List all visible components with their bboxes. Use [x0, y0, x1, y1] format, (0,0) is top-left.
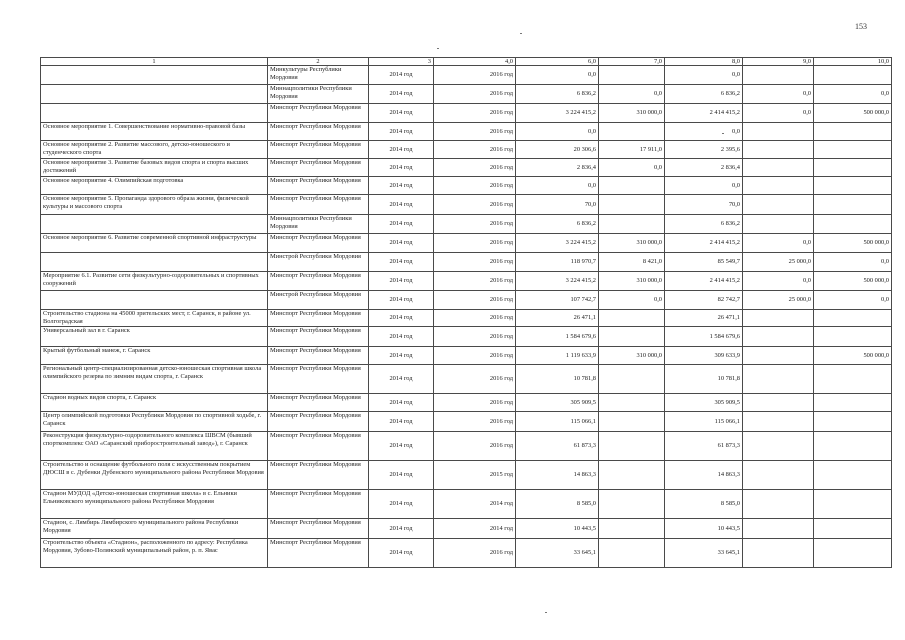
row-name-cell: Строительство и оснащение футбольного поля с искусственным покрытием ДЮСШ в с. Дубенки Дубенского муниципального района Республики Мордовия [41, 461, 268, 490]
table-row [41, 365, 892, 394]
row-local-budget-cell [743, 461, 814, 490]
table-row [41, 272, 892, 291]
row-executor-cell: Минспорт Республики Мордовия [268, 123, 369, 141]
row-extrabudget-cell [814, 123, 892, 141]
row-federal-budget-cell: 17 911,0 [599, 141, 665, 159]
row-local-budget-cell [743, 123, 814, 141]
row-total-cell: 26 471,1 [516, 310, 599, 327]
row-federal-budget-cell: 310 000,0 [599, 347, 665, 365]
row-local-budget-cell [743, 327, 814, 347]
row-local-budget-cell: 25 000,0 [743, 291, 814, 310]
row-local-budget-cell [743, 66, 814, 85]
row-end-year-cell: 2016 год [434, 539, 516, 568]
row-executor-cell: Минспорт Республики Мордовия [268, 365, 369, 394]
column-number-row [41, 58, 892, 66]
table-row [41, 195, 892, 215]
row-total-cell: 107 742,7 [516, 291, 599, 310]
row-extrabudget-cell: 0,0 [814, 291, 892, 310]
row-end-year-cell: 2016 год [434, 215, 516, 234]
row-total-cell: 0,0 [516, 66, 599, 85]
row-republic-budget-cell: 82 742,7 [665, 291, 743, 310]
row-extrabudget-cell [814, 215, 892, 234]
row-local-budget-cell [743, 177, 814, 195]
row-name-cell [41, 291, 268, 310]
row-end-year-cell: 2016 год [434, 365, 516, 394]
row-name-cell [41, 85, 268, 104]
table-row [41, 412, 892, 432]
row-end-year-cell: 2016 год [434, 327, 516, 347]
row-republic-budget-cell: 33 645,1 [665, 539, 743, 568]
row-local-budget-cell [743, 412, 814, 432]
scan-speck [437, 48, 439, 49]
row-executor-cell: Минспорт Республики Мордовия [268, 195, 369, 215]
row-federal-budget-cell [599, 539, 665, 568]
row-start-year-cell: 2014 год [369, 291, 434, 310]
row-extrabudget-cell [814, 195, 892, 215]
row-local-budget-cell [743, 519, 814, 539]
row-name-cell: Стадион водных видов спорта, г. Саранск [41, 394, 268, 412]
row-total-cell: 70,0 [516, 195, 599, 215]
row-republic-budget-cell: 14 863,3 [665, 461, 743, 490]
row-total-cell: 0,0 [516, 123, 599, 141]
table-row [41, 519, 892, 539]
row-republic-budget-cell: 2 414 415,2 [665, 234, 743, 253]
row-total-cell: 1 119 633,9 [516, 347, 599, 365]
row-start-year-cell: 2014 год [369, 327, 434, 347]
row-total-cell: 2 836,4 [516, 159, 599, 177]
row-start-year-cell: 2014 год [369, 461, 434, 490]
row-start-year-cell: 2014 год [369, 104, 434, 123]
table-row [41, 159, 892, 177]
row-start-year-cell: 2014 год [369, 539, 434, 568]
row-local-budget-cell [743, 141, 814, 159]
row-federal-budget-cell [599, 66, 665, 85]
row-end-year-cell: 2016 год [434, 159, 516, 177]
row-end-year-cell: 2016 год [434, 123, 516, 141]
row-executor-cell: Минспорт Республики Мордовия [268, 394, 369, 412]
row-total-cell: 0,0 [516, 177, 599, 195]
column-number-1: 1 [41, 58, 268, 66]
row-executor-cell: Минспорт Республики Мордовия [268, 412, 369, 432]
table-row [41, 177, 892, 195]
row-total-cell: 305 909,5 [516, 394, 599, 412]
row-local-budget-cell: 0,0 [743, 234, 814, 253]
row-extrabudget-cell: 500 000,0 [814, 272, 892, 291]
row-federal-budget-cell [599, 432, 665, 461]
row-start-year-cell: 2014 год [369, 141, 434, 159]
row-federal-budget-cell [599, 490, 665, 519]
scan-speck [545, 612, 547, 613]
column-number-6: 6,0 [516, 58, 599, 66]
row-extrabudget-cell [814, 394, 892, 412]
row-extrabudget-cell: 500 000,0 [814, 234, 892, 253]
row-executor-cell: Минспорт Республики Мордовия [268, 104, 369, 123]
row-total-cell: 20 306,6 [516, 141, 599, 159]
row-name-cell [41, 104, 268, 123]
row-republic-budget-cell: 61 873,3 [665, 432, 743, 461]
scan-speck [520, 33, 522, 34]
row-republic-budget-cell: 0,0 [665, 123, 743, 141]
row-federal-budget-cell [599, 327, 665, 347]
row-federal-budget-cell [599, 310, 665, 327]
row-federal-budget-cell: 8 421,0 [599, 253, 665, 272]
row-republic-budget-cell: 305 909,5 [665, 394, 743, 412]
row-extrabudget-cell: 0,0 [814, 253, 892, 272]
row-start-year-cell: 2014 год [369, 253, 434, 272]
row-republic-budget-cell: 85 549,7 [665, 253, 743, 272]
row-executor-cell: Минспорт Республики Мордовия [268, 539, 369, 568]
row-end-year-cell: 2016 год [434, 310, 516, 327]
row-name-cell: Мероприятие 6.1. Развитие сети физкультурно-оздоровительных и спортивных сооружений [41, 272, 268, 291]
row-name-cell: Реконструкция физкультурно-оздоровительного комплекса ШВСМ (бывший спорткомплекс ОАО «Саранский приборостроительный завод»), г. Саранск [41, 432, 268, 461]
row-extrabudget-cell [814, 177, 892, 195]
row-name-cell: Строительство объекта «Стадион», расположенного по адресу: Республика Мордовия, Зубово-Полянский муниципальный район, р. п. Явас [41, 539, 268, 568]
row-extrabudget-cell [814, 159, 892, 177]
row-executor-cell: Миннацполитики Республики Мордовия [268, 215, 369, 234]
row-end-year-cell: 2016 год [434, 347, 516, 365]
row-total-cell: 10 781,8 [516, 365, 599, 394]
row-federal-budget-cell [599, 412, 665, 432]
table-row [41, 490, 892, 519]
table-row [41, 253, 892, 272]
row-republic-budget-cell: 2 414 415,2 [665, 104, 743, 123]
row-end-year-cell: 2016 год [434, 394, 516, 412]
row-total-cell: 6 836,2 [516, 85, 599, 104]
table-body [41, 58, 892, 568]
table-row [41, 291, 892, 310]
row-extrabudget-cell [814, 327, 892, 347]
row-start-year-cell: 2014 год [369, 195, 434, 215]
row-total-cell: 1 584 679,6 [516, 327, 599, 347]
row-extrabudget-cell: 500 000,0 [814, 347, 892, 365]
row-total-cell: 118 970,7 [516, 253, 599, 272]
row-federal-budget-cell [599, 461, 665, 490]
row-end-year-cell: 2014 год [434, 490, 516, 519]
row-end-year-cell: 2016 год [434, 272, 516, 291]
row-name-cell: Универсальный зал в г. Саранск [41, 327, 268, 347]
row-executor-cell: Минспорт Республики Мордовия [268, 272, 369, 291]
row-start-year-cell: 2014 год [369, 519, 434, 539]
row-republic-budget-cell: 70,0 [665, 195, 743, 215]
row-extrabudget-cell [814, 365, 892, 394]
row-end-year-cell: 2016 год [434, 253, 516, 272]
row-extrabudget-cell [814, 461, 892, 490]
row-executor-cell: Минспорт Республики Мордовия [268, 432, 369, 461]
row-end-year-cell: 2016 год [434, 412, 516, 432]
row-name-cell [41, 253, 268, 272]
budget-table [40, 57, 892, 568]
row-extrabudget-cell [814, 432, 892, 461]
row-name-cell: Центр олимпийской подготовки Республики Мордовия по спортивной ходьбе, г. Саранск [41, 412, 268, 432]
row-extrabudget-cell [814, 412, 892, 432]
row-end-year-cell: 2016 год [434, 85, 516, 104]
row-federal-budget-cell [599, 519, 665, 539]
table-row [41, 310, 892, 327]
table-row [41, 66, 892, 85]
row-executor-cell: Минстрой Республики Мордовия [268, 253, 369, 272]
row-end-year-cell: 2016 год [434, 291, 516, 310]
row-end-year-cell: 2016 год [434, 141, 516, 159]
row-local-budget-cell: 0,0 [743, 272, 814, 291]
row-total-cell: 3 224 415,2 [516, 104, 599, 123]
row-republic-budget-cell: 2 836,4 [665, 159, 743, 177]
row-republic-budget-cell: 6 836,2 [665, 215, 743, 234]
column-number-4: 4,0 [434, 58, 516, 66]
row-end-year-cell: 2016 год [434, 432, 516, 461]
row-name-cell: Основное мероприятие 1. Совершенствование нормативно-правовой базы [41, 123, 268, 141]
row-end-year-cell: 2016 год [434, 234, 516, 253]
row-federal-budget-cell [599, 123, 665, 141]
row-extrabudget-cell: 0,0 [814, 85, 892, 104]
row-republic-budget-cell: 0,0 [665, 66, 743, 85]
row-start-year-cell: 2014 год [369, 310, 434, 327]
column-number-9: 9,0 [743, 58, 814, 66]
row-republic-budget-cell: 10 443,5 [665, 519, 743, 539]
column-number-7: 7,0 [599, 58, 665, 66]
row-local-budget-cell [743, 347, 814, 365]
row-total-cell: 3 224 415,2 [516, 272, 599, 291]
row-executor-cell: Минспорт Республики Мордовия [268, 141, 369, 159]
row-executor-cell: Минспорт Республики Мордовия [268, 327, 369, 347]
row-executor-cell: Минспорт Республики Мордовия [268, 347, 369, 365]
row-federal-budget-cell [599, 215, 665, 234]
row-executor-cell: Минспорт Республики Мордовия [268, 310, 369, 327]
table-row [41, 539, 892, 568]
row-local-budget-cell [743, 159, 814, 177]
row-extrabudget-cell [814, 66, 892, 85]
row-start-year-cell: 2014 год [369, 490, 434, 519]
row-federal-budget-cell: 310 000,0 [599, 104, 665, 123]
row-federal-budget-cell [599, 394, 665, 412]
row-republic-budget-cell: 6 836,2 [665, 85, 743, 104]
row-executor-cell: Миннацполитики Республики Мордовия [268, 85, 369, 104]
table-row [41, 432, 892, 461]
row-local-budget-cell [743, 365, 814, 394]
row-end-year-cell: 2016 год [434, 66, 516, 85]
row-end-year-cell: 2015 год [434, 461, 516, 490]
row-name-cell: Крытый футбольный манеж, г. Саранск [41, 347, 268, 365]
table-row [41, 394, 892, 412]
row-name-cell: Стадион, с. Лямбирь Лямбирского муниципального района Республики Мордовия [41, 519, 268, 539]
table-row [41, 461, 892, 490]
column-number-8: 8,0 [665, 58, 743, 66]
row-start-year-cell: 2014 год [369, 66, 434, 85]
row-name-cell: Основное мероприятие 4. Олимпийская подготовка [41, 177, 268, 195]
table-row [41, 347, 892, 365]
row-executor-cell: Минспорт Республики Мордовия [268, 234, 369, 253]
row-local-budget-cell [743, 394, 814, 412]
row-local-budget-cell: 0,0 [743, 104, 814, 123]
row-local-budget-cell [743, 539, 814, 568]
row-name-cell [41, 66, 268, 85]
row-local-budget-cell: 0,0 [743, 85, 814, 104]
row-extrabudget-cell [814, 141, 892, 159]
column-number-10: 10,0 [814, 58, 892, 66]
row-extrabudget-cell [814, 490, 892, 519]
row-local-budget-cell [743, 490, 814, 519]
row-total-cell: 8 585,0 [516, 490, 599, 519]
row-name-cell: Строительство стадиона на 45000 зрительских мест, г. Саранск, в районе ул. Волгоградская [41, 310, 268, 327]
table-row [41, 215, 892, 234]
row-start-year-cell: 2014 год [369, 215, 434, 234]
row-total-cell: 3 224 415,2 [516, 234, 599, 253]
row-start-year-cell: 2014 год [369, 159, 434, 177]
table-row [41, 141, 892, 159]
row-start-year-cell: 2014 год [369, 234, 434, 253]
scan-speck [722, 133, 724, 134]
row-total-cell: 6 836,2 [516, 215, 599, 234]
row-end-year-cell: 2016 год [434, 177, 516, 195]
row-federal-budget-cell: 310 000,0 [599, 234, 665, 253]
row-end-year-cell: 2016 год [434, 104, 516, 123]
row-start-year-cell: 2014 год [369, 432, 434, 461]
row-total-cell: 61 873,3 [516, 432, 599, 461]
row-local-budget-cell [743, 215, 814, 234]
row-end-year-cell: 2014 год [434, 519, 516, 539]
row-federal-budget-cell: 0,0 [599, 85, 665, 104]
row-name-cell: Основное мероприятие 5. Пропаганда здорового образа жизни, физической культуры и массового спорта [41, 195, 268, 215]
column-number-2: 2 [268, 58, 369, 66]
row-extrabudget-cell [814, 519, 892, 539]
row-extrabudget-cell [814, 310, 892, 327]
row-republic-budget-cell: 26 471,1 [665, 310, 743, 327]
row-federal-budget-cell [599, 177, 665, 195]
row-federal-budget-cell: 0,0 [599, 291, 665, 310]
table-row [41, 327, 892, 347]
row-name-cell: Основное мероприятие 6. Развитие современной спортивной инфраструктуры [41, 234, 268, 253]
row-republic-budget-cell: 0,0 [665, 177, 743, 195]
row-republic-budget-cell: 10 781,8 [665, 365, 743, 394]
row-republic-budget-cell: 2 395,6 [665, 141, 743, 159]
row-republic-budget-cell: 8 585,0 [665, 490, 743, 519]
row-executor-cell: Минспорт Республики Мордовия [268, 461, 369, 490]
row-federal-budget-cell: 310 000,0 [599, 272, 665, 291]
row-total-cell: 115 066,1 [516, 412, 599, 432]
row-executor-cell: Минспорт Республики Мордовия [268, 519, 369, 539]
row-total-cell: 10 443,5 [516, 519, 599, 539]
row-end-year-cell: 2016 год [434, 195, 516, 215]
row-local-budget-cell [743, 195, 814, 215]
row-start-year-cell: 2014 год [369, 412, 434, 432]
row-total-cell: 14 863,3 [516, 461, 599, 490]
row-name-cell [41, 215, 268, 234]
page-number: 153 [855, 22, 867, 31]
row-republic-budget-cell: 309 633,9 [665, 347, 743, 365]
row-extrabudget-cell: 500 000,0 [814, 104, 892, 123]
row-start-year-cell: 2014 год [369, 123, 434, 141]
row-start-year-cell: 2014 год [369, 394, 434, 412]
row-republic-budget-cell: 1 584 679,6 [665, 327, 743, 347]
column-number-3: 3 [369, 58, 434, 66]
row-total-cell: 33 645,1 [516, 539, 599, 568]
row-start-year-cell: 2014 год [369, 365, 434, 394]
row-executor-cell: Минкультуры Республики Мордовия [268, 66, 369, 85]
row-executor-cell: Минстрой Республики Мордовия [268, 291, 369, 310]
row-executor-cell: Минспорт Республики Мордовия [268, 490, 369, 519]
row-name-cell: Стадион МУДОД «Детско-юношеская спортивная школа» в с. Ельники Ельниковского муниципального района Республики Мордовия [41, 490, 268, 519]
row-extrabudget-cell [814, 539, 892, 568]
row-federal-budget-cell [599, 365, 665, 394]
row-start-year-cell: 2014 год [369, 177, 434, 195]
row-local-budget-cell: 25 000,0 [743, 253, 814, 272]
row-name-cell: Региональный центр-специализированная детско-юношеская спортивная школа олимпийского резерва по зимним видам спорта, г. Саранск [41, 365, 268, 394]
table-row [41, 234, 892, 253]
table-row [41, 85, 892, 104]
row-start-year-cell: 2014 год [369, 272, 434, 291]
row-name-cell: Основное мероприятие 2. Развитие массового, детско-юношеского и студенческого спорта [41, 141, 268, 159]
row-federal-budget-cell: 0,0 [599, 159, 665, 177]
table-row [41, 104, 892, 123]
row-republic-budget-cell: 115 066,1 [665, 412, 743, 432]
row-executor-cell: Минспорт Республики Мордовия [268, 177, 369, 195]
row-name-cell: Основное мероприятие 3. Развитие базовых видов спорта и спорта высших достижений [41, 159, 268, 177]
row-start-year-cell: 2014 год [369, 85, 434, 104]
row-executor-cell: Минспорт Республики Мордовия [268, 159, 369, 177]
row-local-budget-cell [743, 432, 814, 461]
row-local-budget-cell [743, 310, 814, 327]
row-federal-budget-cell [599, 195, 665, 215]
table-row [41, 123, 892, 141]
row-republic-budget-cell: 2 414 415,2 [665, 272, 743, 291]
row-start-year-cell: 2014 год [369, 347, 434, 365]
